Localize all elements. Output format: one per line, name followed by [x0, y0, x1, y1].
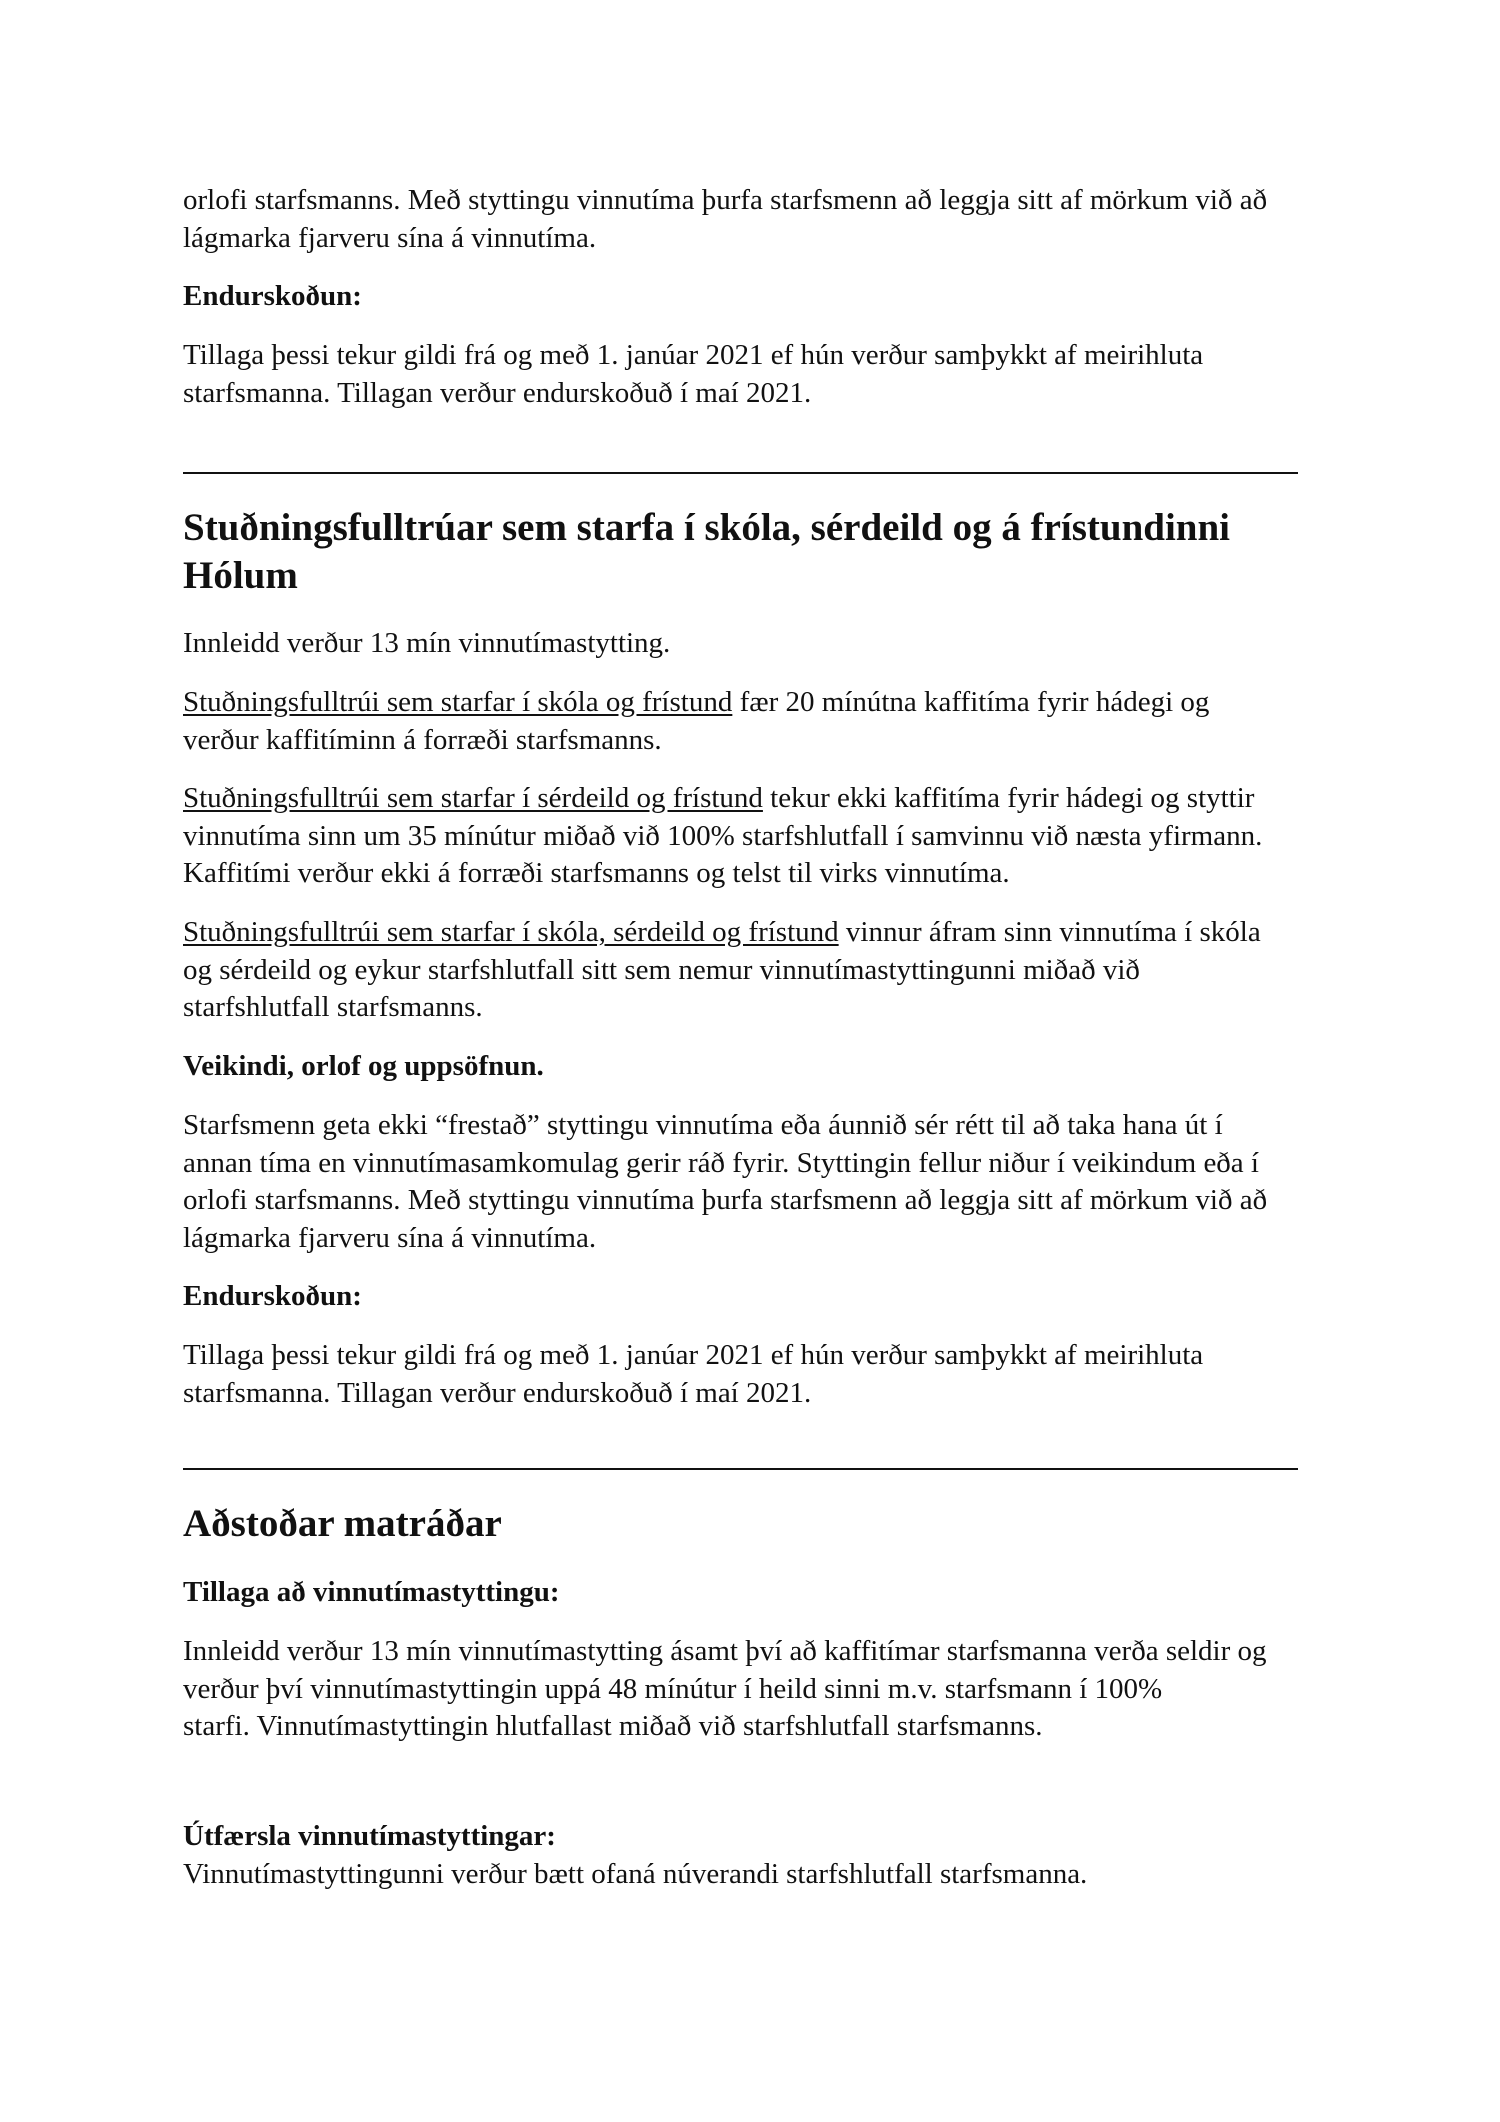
section-title: Aðstoðar matráðar [183, 1502, 502, 1545]
text-line: Starfsmenn geta ekki “frestað” styttingu vinnutíma eða áunnið sér rétt til að taka hana út í [183, 1109, 1223, 1141]
text-line: starfi. Vinnutímastyttingin hlutfallast miðað við starfshlutfall starfsmanns. [183, 1710, 1043, 1742]
text-line: starfsmanna. Tillagan verður endurskoðuð í maí 2021. [183, 1376, 812, 1409]
text-line: og sérdeild og eykur starfshlutfall sitt sem nemur vinnutímastyttingunni miðað við [183, 953, 1140, 986]
text-line: starfshlutfall starfsmanns. [183, 991, 483, 1023]
section-divider [183, 472, 1298, 474]
text-line: Stuðningsfulltrúi sem starfar í skóla, sérdeild og frístund vinnur áfram sinn vinnutíma í skóla [183, 916, 1261, 948]
implementation-text: Vinnutímastyttingunni verður bætt ofaná núverandi starfshlutfall starfsmanna. [183, 1857, 1088, 1890]
text-line: Tillaga þessi tekur gildi frá og með 1. janúar 2021 ef hún verður samþykkt af meirihluta [183, 1339, 1204, 1371]
list-item [183, 914, 1333, 1027]
item-label: Stuðningsfulltrúi sem starfar í skóla, sérdeild og frístund [183, 916, 839, 948]
text-line: Stuðningsfulltrúi sem starfar í skóla og frístund fær 20 mínútna kaffitíma fyrir hádegi og [183, 686, 1210, 718]
proposal-heading: Tillaga að vinnutímastyttingu: [183, 1576, 560, 1608]
text-line: vinnutíma sinn um 35 mínútur miðað við 100% starfshlutfall í samvinnu við næsta yfirmann. [183, 819, 1263, 852]
implementation-heading: Útfærsla vinnutímastyttingar: [183, 1820, 556, 1852]
section-title [183, 504, 1333, 600]
intro-text: Innleidd verður 13 mín vinnutímastytting. [183, 627, 671, 659]
section-divider [183, 1468, 1298, 1470]
title-line: Hólum [183, 554, 298, 597]
text-line: orlofi starfsmanns. Með styttingu vinnutíma þurfa starfsmenn að leggja sitt af mörkum við að [183, 184, 1268, 216]
list-item [183, 780, 1333, 893]
implementation-block [183, 1818, 1333, 1893]
text-line: verður því vinnutímastyttingin uppá 48 mínútur í heild sinni m.v. starfsmann í 100% [183, 1672, 1163, 1705]
previous-paragraph-end [183, 182, 1333, 257]
sick-leave-text [183, 1107, 1333, 1257]
text-line: starfsmanna. Tillagan verður endurskoðuð í maí 2021. [183, 376, 812, 409]
text-line: lágmarka fjarveru sína á vinnutíma. [183, 1221, 597, 1254]
review-text [183, 1337, 1333, 1412]
text-line: verður kaffitíminn á forræði starfsmanns. [183, 723, 662, 756]
text-line: orlofi starfsmanns. Með styttingu vinnutíma þurfa starfsmenn að leggja sitt af mörkum við að [183, 1184, 1268, 1216]
sick-leave-heading: Veikindi, orlof og uppsöfnun. [183, 1050, 544, 1082]
text-line: Tillaga þessi tekur gildi frá og með 1. janúar 2021 ef hún verður samþykkt af meirihluta [183, 339, 1204, 371]
list-item [183, 684, 1333, 759]
review-heading: Endurskoðun: [183, 1280, 362, 1312]
item-label: Stuðningsfulltrúi sem starfar í skóla og frístund [183, 686, 733, 718]
text-line: lágmarka fjarveru sína á vinnutíma. [183, 221, 597, 254]
review-text [183, 337, 1333, 412]
title-line: Stuðningsfulltrúar sem starfa í skóla, sérdeild og á frístundinni [183, 506, 1231, 549]
text-line: Kaffitími verður ekki á forræði starfsmanns og telst til virks vinnutíma. [183, 857, 1010, 889]
text-line: Innleidd verður 13 mín vinnutímastytting ásamt því að kaffitímar starfsmanna verða seldir og [183, 1635, 1267, 1667]
text-line: Stuðningsfulltrúi sem starfar í sérdeild og frístund tekur ekki kaffitíma fyrir hádegi og styttir [183, 782, 1255, 814]
review-heading: Endurskoðun: [183, 280, 362, 312]
proposal-text [183, 1633, 1333, 1746]
item-label: Stuðningsfulltrúi sem starfar í sérdeild og frístund [183, 782, 763, 814]
text-line: annan tíma en vinnutímasamkomulag gerir ráð fyrir. Styttingin fellur niður í veikindum eða í [183, 1146, 1259, 1179]
